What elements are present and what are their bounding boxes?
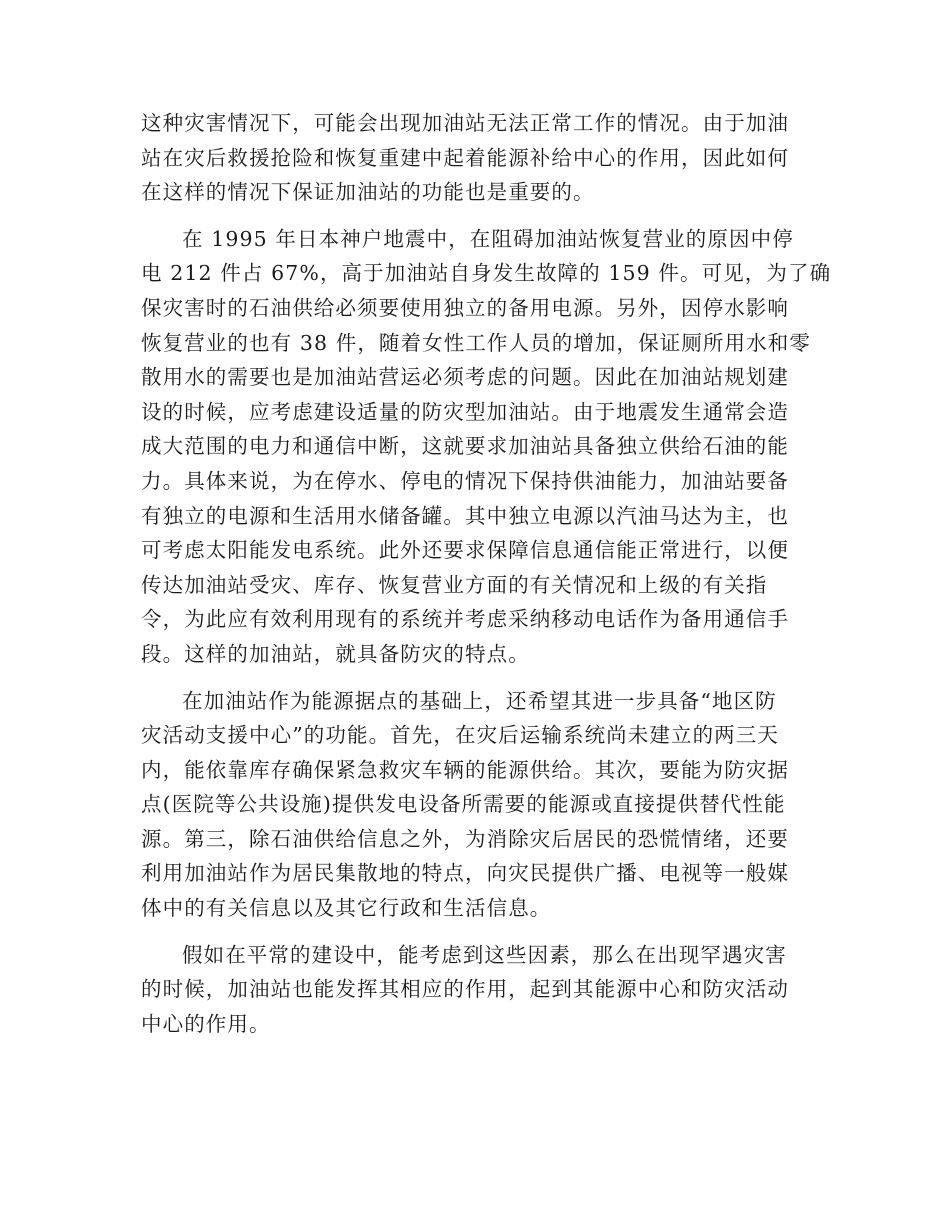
text-line: 有独立的电源和生活用水储备罐。其中独立电源以汽油马达为主，也	[141, 503, 789, 528]
text-line: 点(医院等公共设施)提供发电设备所需要的能源或直接提供替代性能	[141, 792, 786, 817]
text-line: 这种灾害情况下，可能会出现加油站无法正常工作的情况。由于加油	[141, 111, 789, 135]
text-line: 灾活动支援中心”的功能。首先，在灾后运输系统尚未建立的两三天	[141, 723, 779, 748]
paragraph-4	[141, 938, 805, 1042]
document-body	[141, 106, 832, 1053]
text-line: 假如在平常的建设中，能考虑到这些因素，那么在出现罕遇灾害	[182, 942, 787, 967]
text-line: 成大范围的电力和通信中断，这就要求加油站具备独立供给石油的能	[141, 434, 789, 459]
text-line: 利用加油站作为居民集散地的特点，向灾民提供广播、电视等一般媒	[141, 861, 789, 886]
text-line: 设的时候，应考虑建设适量的防灾型加油站。由于地震发生通常会造	[141, 399, 789, 424]
text-line: 令，为此应有效利用现有的系统并考虑采纳移动电话作为备用通信手	[141, 607, 789, 632]
text-line: 内，能依靠库存确保紧急救灾车辆的能源供给。其次，要能为防灾据	[141, 757, 789, 782]
text-line: 体中的有关信息以及其它行政和生活信息。	[141, 896, 552, 921]
text-line: 的时候，加油站也能发挥其相应的作用，起到其能源中心和防灾活动	[141, 977, 789, 1002]
text-line: 恢复营业的也有 38 件，随着女性工作人员的增加，保证厕所用水和零	[141, 330, 811, 355]
text-line: 中心的作用。	[141, 1011, 271, 1036]
text-line: 力。具体来说，为在停水、停电的情况下保持供油能力，加油站要备	[141, 468, 789, 493]
text-line: 源。第三，除石油供给信息之外，为消除灾后居民的恐慌情绪，还要	[141, 826, 789, 851]
text-line: 在这样的情况下保证加油站的功能也是重要的。	[141, 180, 595, 205]
text-line: 电 212 件占 67%，高于加油站自身发生故障的 159 件。可见，为了确	[141, 261, 832, 286]
paragraph-1	[141, 106, 805, 210]
text-line: 散用水的需要也是加油站营运必须考虑的问题。因此在加油站规划建	[141, 365, 789, 390]
text-line: 保灾害时的石油供给必须要使用独立的备用电源。另外，因停水影响	[141, 295, 789, 320]
text-line: 传达加油站受灾、库存、恢复营业方面的有关情况和上级的有关指	[141, 572, 768, 597]
paragraph-3	[141, 684, 805, 926]
paragraph-2	[141, 222, 832, 672]
text-line: 段。这样的加油站，就具备防灾的特点。	[141, 641, 530, 666]
text-line: 在 1995 年日本神户地震中，在阻碍加油站恢复营业的原因中停	[182, 226, 794, 251]
text-line: 站在灾后救援抢险和恢复重建中起着能源补给中心的作用，因此如何	[141, 145, 789, 170]
text-line: 在加油站作为能源据点的基础上，还希望其进一步具备“地区防	[182, 688, 777, 713]
text-line: 可考虑太阳能发电系统。此外还要求保障信息通信能正常进行，以便	[141, 538, 789, 563]
